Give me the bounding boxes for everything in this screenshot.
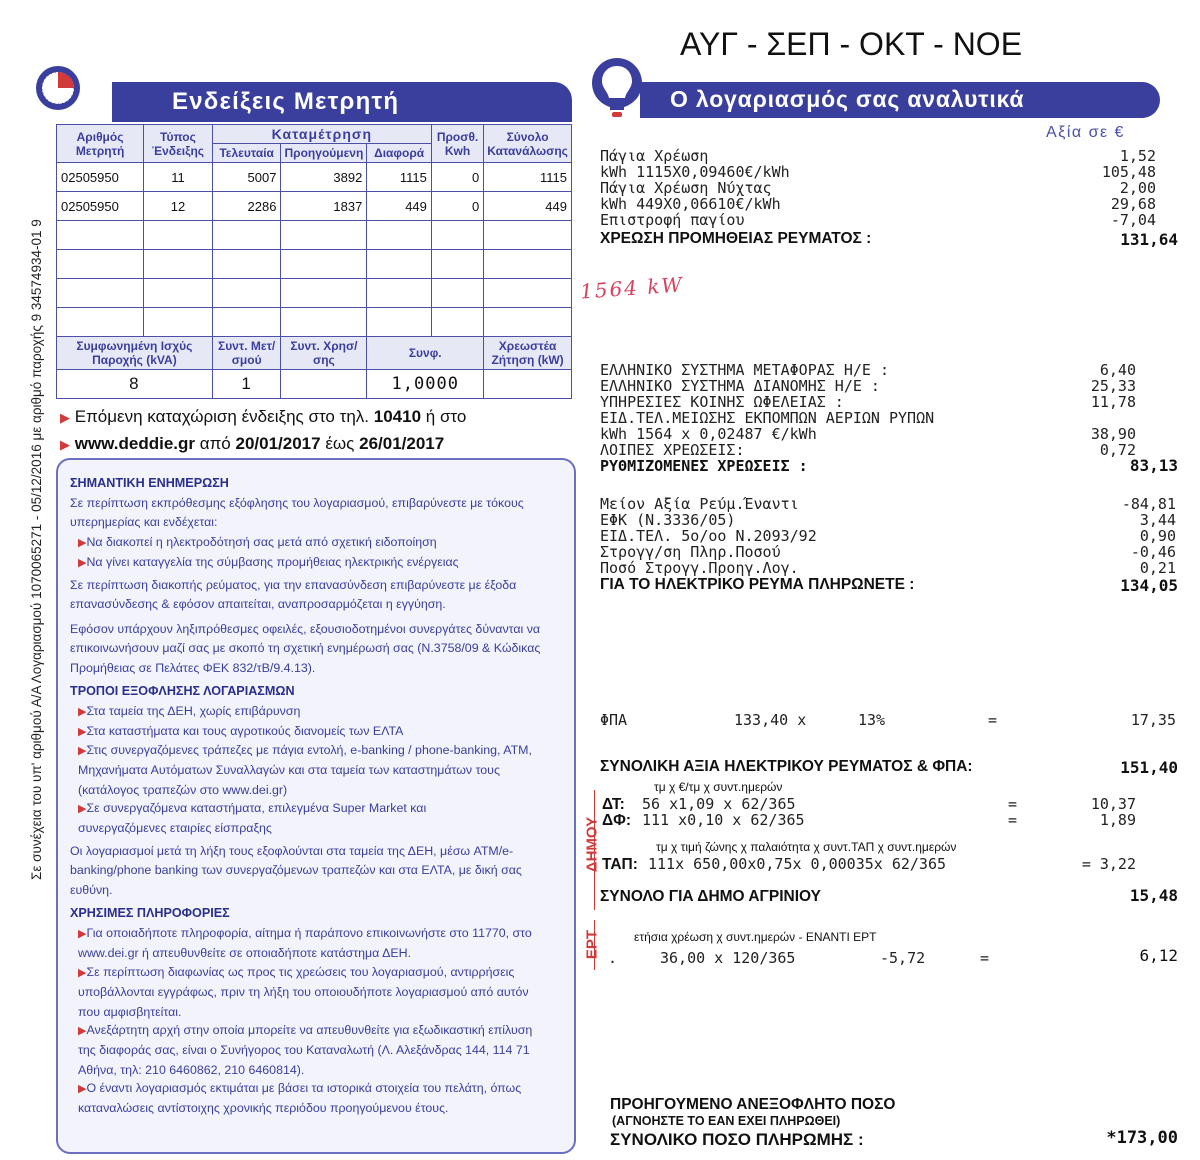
bill-line-label: kWh 449X0,06610€/kWh <box>600 195 781 213</box>
supply-total-amount: 131,64 <box>1120 230 1178 249</box>
next-reading-prefix: Επόμενη καταχώριση ένδειξης στο τηλ. <box>74 407 370 426</box>
dt-label: ΔΤ: <box>602 796 625 813</box>
info-bullet <box>78 924 548 964</box>
info-bullet <box>78 963 548 1022</box>
col-previous: Προηγούμενη <box>281 144 367 163</box>
value-power-factor: 1,0000 <box>367 370 484 399</box>
bill-line-label: Στρογγ/ση Πληρ.Ποσού <box>600 543 781 561</box>
info-bullet-text: Στις συνεργαζόμενες τράπεζες με πάγια εντολή, e-banking / phone-banking, ATM, Μηχανήματα Αυτόματων Συναλλαγών και στα ταμεία των καταστημάτων τους (κατάλογος τραπεζών στο www.dei.gr) <box>78 743 532 797</box>
triangle-bullet-icon: ▶ <box>78 726 87 738</box>
ert-equals: = <box>980 949 990 967</box>
bill-line-amount: 2,00 <box>1119 179 1156 197</box>
clock-icon <box>34 64 82 112</box>
bill-line-amount: 105,48 <box>1101 163 1156 181</box>
bill-line-label: ΕΛΛΗΝΙΚΟ ΣΥΣΤΗΜΑ ΜΕΤΑΦΟΡΑΣ Η/Ε : <box>600 361 889 379</box>
df-label: ΔΦ: <box>602 812 632 829</box>
bill-line-amount: 1,52 <box>1119 147 1156 165</box>
triangle-bullet-icon: ▶ <box>78 557 87 569</box>
vat-amount: 17,35 <box>1130 711 1176 729</box>
triangle-bullet-icon: ▶ <box>78 537 87 549</box>
electricity-total-label: ΓΙΑ ΤΟ ΗΛΕΚΤΡΙΚΟ ΡΕΥΜΑ ΠΛΗΡΩΝΕΤΕ : <box>600 576 915 593</box>
cell-type: 12 <box>144 192 213 221</box>
tap-label: ΤΑΠ: <box>602 856 638 873</box>
info-paragraph: Οι λογαριασμοί μετά τη λήξη τους εξοφλούνται στα ταμεία της ΔΕΗ, μέσω ATM/e-banking/phone banking των συνεργαζόμενων τραπεζών και στα ΕΛΤΑ, με δική σας ευθύνη. <box>70 844 522 897</box>
value-meter-coef: 1 <box>212 370 281 399</box>
col-billable-demand: Χρεωστέα Ζήτηση (kW) <box>484 337 572 370</box>
col-meter-number: Αριθμός Μετρητή <box>57 125 144 163</box>
col-usage-coef: Συντ. Χρησ/σης <box>281 337 367 370</box>
bill-line-amount: 0,72 <box>1099 441 1136 459</box>
meter-panel-title: Ενδείξεις Μετρητή <box>172 88 400 115</box>
info-bullet-text: Σε συνεργαζόμενα καταστήματα, επιλεγμένα Super Market και συνεργαζόμενες εταιρίες είσπραξης <box>78 801 427 836</box>
table-row <box>57 192 572 221</box>
col-measurement: Καταμέτρηση <box>212 125 431 144</box>
municipality-side-label: ΔΗΜΟΥ <box>583 816 601 873</box>
triangle-bullet-icon: ▶ <box>78 1025 87 1037</box>
with-vat-total-amount: 151,40 <box>1120 758 1178 777</box>
bill-line-label: kWh 1115X0,09460€/kWh <box>600 163 790 181</box>
info-panel <box>56 458 576 1154</box>
handwritten-note: 1564 kW <box>579 272 685 304</box>
info-bullet <box>78 1021 548 1080</box>
ert-amount: 6,12 <box>1139 946 1178 965</box>
info-heading-payment: ΤΡΟΠΟΙ ΕΞΟΦΛΗΣΗΣ ΛΟΓΑΡΙΑΣΜΩΝ <box>70 684 295 698</box>
cell-last: 2286 <box>212 192 281 221</box>
df-amount: 1,89 <box>1099 811 1136 829</box>
table-row-empty <box>57 279 572 308</box>
bill-line-label: ΥΠΗΡΕΣΙΕΣ ΚΟΙΝΗΣ ΩΦΕΛΕΙΑΣ : <box>600 393 844 411</box>
cell-type: 11 <box>144 163 213 192</box>
df-equals: = <box>1008 811 1018 829</box>
ert-side-label: ΕΡΤ <box>583 929 601 960</box>
previous-unpaid-note: (ΑΓΝΟΗΣΤΕ ΤΟ ΕΑΝ ΕΧΕΙ ΠΛΗΡΩΘΕΙ) <box>612 1114 841 1128</box>
meter-readings-table <box>56 124 572 399</box>
col-reading-type: Τύπος Ένδειξης <box>144 125 213 163</box>
vat-equals: = <box>988 711 998 729</box>
cell-previous: 3892 <box>281 163 367 192</box>
bill-line-amount: 0,21 <box>1139 559 1176 577</box>
triangle-bullet-icon: ▶ <box>78 1083 87 1095</box>
bill-panel-title: Ο λογαριασμός σας αναλυτικά <box>670 86 1025 112</box>
vat-label: ΦΠΑ <box>600 711 628 729</box>
col-total-consumption: Σύνολο Κατανάλωσης <box>484 125 572 163</box>
cell-last: 5007 <box>212 163 281 192</box>
grand-total-amount: *173,00 <box>1106 1128 1178 1148</box>
tap-calc: 111x 650,00x0,75x 0,00035x 62/365 <box>648 855 947 873</box>
bill-line-amount: 25,33 <box>1090 377 1136 395</box>
tap-result: = 3,22 <box>1081 855 1136 873</box>
cell-total: 449 <box>484 192 572 221</box>
value-agreed-power: 8 <box>57 370 213 399</box>
df-calc: 111 x0,10 x 62/365 <box>642 811 805 829</box>
table-row-empty <box>57 221 572 250</box>
light-bulb-icon <box>590 56 644 124</box>
info-bullet-text: Για οποιαδήποτε πληροφορία, αίτημα ή παράπονο επικοινωνήστε στο 11770, στο www.dei.gr ή απευθυνθείτε σε οποιαδήποτε κατάστημα ΔΕΗ. <box>78 926 532 961</box>
bill-line-amount: -0,46 <box>1130 543 1176 561</box>
cell-diff: 449 <box>367 192 432 221</box>
vat-base: 133,40 x <box>734 711 807 729</box>
col-meter-coef: Συντ. Μετ/σμού <box>212 337 281 370</box>
table-row-empty <box>57 250 572 279</box>
info-bullet-text: Να διακοπεί η ηλεκτροδότησή σας μετά από σχετική ειδοποίηση <box>86 535 437 549</box>
next-reading-site: www.deddie.gr <box>74 434 196 453</box>
regulated-total-amount: 83,13 <box>1129 456 1178 475</box>
cell-diff: 1115 <box>367 163 432 192</box>
previous-unpaid-label: ΠΡΟΗΓΟΥΜΕΝΟ ΑΝΕΞΟΦΛΗΤΟ ΠΟΣΟ <box>610 1096 896 1113</box>
handwritten-months: ΑΥΓ - ΣΕΠ - ΟΚΤ - ΝΟΕ <box>680 26 1023 62</box>
bill-line-label: kWh 1564 x 0,02487 €/kWh <box>600 425 817 443</box>
info-bullet <box>78 533 573 553</box>
info-bullet <box>78 1079 548 1119</box>
table-row <box>57 163 572 192</box>
dt-equals: = <box>1008 795 1018 813</box>
info-bullet-text: Σε περίπτωση διαφωνίας ως προς τις χρεώσεις του λογαριασμού, αντιρρήσεις υποβάλλονται εγγράφως, πριν τη λήξη του οποιουδήποτε λογαριασμού από αυτόν που αμφισβητείται. <box>78 965 529 1019</box>
triangle-bullet-icon: ▶ <box>60 437 70 452</box>
bill-line-label: ΛΟΙΠΕΣ ΧΡΕΩΣΕΙΣ: <box>600 441 745 459</box>
bill-line-label: Μείον Αξία Ρεύμ.Έναντι <box>600 495 799 513</box>
next-reading-phone: 10410 <box>373 407 422 426</box>
info-bullet-text: Στα καταστήματα και τους αγροτικούς διανομείς των ΕΛΤΑ <box>86 724 404 738</box>
bill-line-amount: 11,78 <box>1090 393 1136 411</box>
next-reading-notice <box>60 404 580 458</box>
bill-line-amount: 38,90 <box>1090 425 1136 443</box>
info-heading-important: ΣΗΜΑΝΤΙΚΗ ΕΝΗΜΕΡΩΣΗ <box>70 476 229 490</box>
ert-calc: 36,00 x 120/365 <box>660 949 796 967</box>
info-paragraph: Σε περίπτωση εκπρόθεσμης εξόφλησης του λογαριασμού, επιβαρύνεστε με τόκους υπερημερίας και ενδέχεται: <box>70 496 524 530</box>
triangle-bullet-icon: ▶ <box>78 967 87 979</box>
bill-line-label: ΕΙΔ.ΤΕΛ. 5ο/οο Ν.2093/92 <box>600 527 817 545</box>
triangle-bullet-icon: ▶ <box>60 410 70 425</box>
bill-line-label: Επιστροφή παγίου <box>600 211 745 229</box>
bill-line-amount: 3,44 <box>1139 511 1176 529</box>
vat-rate: 13% <box>858 711 886 729</box>
ert-advance: -5,72 <box>880 949 926 967</box>
triangle-bullet-icon: ▶ <box>78 745 87 757</box>
value-usage-coef <box>281 370 367 399</box>
cell-added: 0 <box>431 163 483 192</box>
bill-line-amount: 0,90 <box>1139 527 1176 545</box>
bill-line-label: Πάγια Χρέωση Νύχτας <box>600 179 772 197</box>
col-last: Τελευταία <box>212 144 281 163</box>
col-power-factor: Συνφ. <box>367 337 484 370</box>
info-paragraph: Σε περίπτωση διακοπής ρεύματος, για την επανασύνδεση επιβαρύνεστε με έξοδα επανασύνδεσης & εφόσον απαιτείται, αναπροσαρμόζεται η εγγύηση. <box>70 578 517 612</box>
col-added-kwh: Προσθ. Kwh <box>431 125 483 163</box>
side-account-text: Σε συνέχεια του υπ' αριθμού Α/Α Λογαριασμού 1070065271 - 05/12/2016 με αριθμό παροχής 9 34574934-01 9 <box>29 219 44 880</box>
municipality-total-amount: 15,48 <box>1129 886 1178 905</box>
triangle-bullet-icon: ▶ <box>78 803 87 815</box>
info-bullet <box>78 702 573 722</box>
municipality-total-label: ΣΥΝΟΛΟ ΓΙΑ ΔΗΜΟ ΑΓΡΙΝΙΟΥ <box>600 888 821 905</box>
with-vat-total-label: ΣΥΝΟΛΙΚΗ ΑΞΙΑ ΗΛΕΚΤΡΙΚΟΥ ΡΕΥΜΑΤΟΣ & ΦΠΑ: <box>600 758 973 775</box>
from-label: από <box>199 434 231 453</box>
bill-line-label: ΕΛΛΗΝΙΚΟ ΣΥΣΤΗΜΑ ΔΙΑΝΟΜΗΣ Η/Ε : <box>600 377 880 395</box>
cell-total: 1115 <box>484 163 572 192</box>
info-paragraph: Εφόσον υπάρχουν ληξιπρόθεσμες οφειλές, εξουσιοδοτημένοι συνεργάτες δύνανται να επικοινωνήσουν μαζί σας με σκοπό τη σχετική ενημέρωσή σας (Ν.3758/09 & Κώδικας Προμήθειας σε Πελάτες ΦΕΚ 832/τΒ/9.4.13). <box>70 622 541 675</box>
bill-line-amount: 6,40 <box>1099 361 1136 379</box>
info-bullet-text: Να γίνει καταγγελία της σύμβασης προμήθειας ηλεκτρικής ενέργειας <box>86 555 459 569</box>
tap-column-header: τμ χ τιμή ζώνης χ παλαιότητα χ συντ.ΤΑΠ χ συντ.ημερών <box>656 840 957 854</box>
col-agreed-power: Συμφωνημένη Ισχύς Παροχής (kVA) <box>57 337 213 370</box>
info-bullet-text: Στα ταμεία της ΔΕΗ, χωρίς επιβάρυνση <box>86 704 301 718</box>
municipality-column-header: τμ χ €/τμ χ συντ.ημερών <box>654 780 783 794</box>
bill-line-amount: -7,04 <box>1110 211 1156 229</box>
value-billable-demand <box>484 370 572 399</box>
cell-added: 0 <box>431 192 483 221</box>
triangle-bullet-icon: ▶ <box>78 706 87 718</box>
info-bullet <box>78 553 573 573</box>
side-account-reference <box>12 110 62 880</box>
dt-amount: 10,37 <box>1090 795 1136 813</box>
from-date: 20/01/2017 <box>235 434 321 453</box>
triangle-bullet-icon: ▶ <box>78 928 87 940</box>
bill-line-label: Πάγια Χρέωση <box>600 147 709 165</box>
regulated-total-label: ΡΥΘΜΙΖΟΜΕΝΕΣ ΧΡΕΩΣΕΙΣ : <box>600 457 808 475</box>
info-bullet <box>78 722 573 742</box>
info-bullet-text: Ο έναντι λογαριασμός εκτιμάται με βάσει τα ιστορικά στοιχεία του πελάτη, όπως καταναλώσεις αντίστοιχης χρονικής περιόδου προηγούμενου έτους. <box>78 1081 522 1116</box>
cell-meter: 02505950 <box>57 192 144 221</box>
supply-total-label: ΧΡΕΩΣΗ ΠΡΟΜΗΘΕΙΑΣ ΡΕΥΜΑΤΟΣ : <box>600 230 872 247</box>
bill-line-label: ΕΙΔ.ΤΕΛ.ΜΕΙΩΣΗΣ ΕΚΠΟΜΠΩΝ ΑΕΡΙΩΝ ΡΥΠΩΝ <box>600 409 935 427</box>
next-reading-suffix: ή στο <box>425 407 467 426</box>
bill-line-label: Ποσό Στρογγ.Προηγ.Λογ. <box>600 559 799 577</box>
bill-line-amount: -84,81 <box>1121 495 1176 513</box>
bill-line-label: ΕΦΚ (Ν.3336/05) <box>600 511 736 529</box>
bill-line-amount: 29,68 <box>1110 195 1156 213</box>
info-bullet <box>78 799 518 839</box>
to-date: 26/01/2017 <box>359 434 445 453</box>
info-bullet-text: Ανεξάρτητη αρχή στην οποία μπορείτε να απευθυνθείτε για εξωδικαστική επίλυση της διαφοράς σας, είναι ο Συνήγορος του Καταναλωτή (Λ. Αλεξάνδρας 144, 114 71 Αθήνα, τηλ: 210 6460862, 210 6460814). <box>78 1023 533 1077</box>
table-row-empty <box>57 308 572 337</box>
col-difference: Διαφορά <box>367 144 432 163</box>
info-bullet <box>78 741 538 800</box>
ert-header: ετήσια χρέωση χ συντ.ημερών - ΕΝΑΝΤΙ ΕΡΤ <box>634 930 877 944</box>
to-label: έως <box>325 434 355 453</box>
cell-meter: 02505950 <box>57 163 144 192</box>
value-column-header: Αξία σε € <box>1046 124 1125 141</box>
info-heading-useful: ΧΡΗΣΙΜΕΣ ΠΛΗΡΟΦΟΡΙΕΣ <box>70 906 230 920</box>
ert-dot: . <box>608 949 618 967</box>
dt-calc: 56 x1,09 x 62/365 <box>642 795 796 813</box>
cell-previous: 1837 <box>281 192 367 221</box>
electricity-total-amount: 134,05 <box>1120 576 1178 595</box>
grand-total-label: ΣΥΝΟΛΙΚΟ ΠΟΣΟ ΠΛΗΡΩΜΗΣ : <box>610 1130 864 1149</box>
